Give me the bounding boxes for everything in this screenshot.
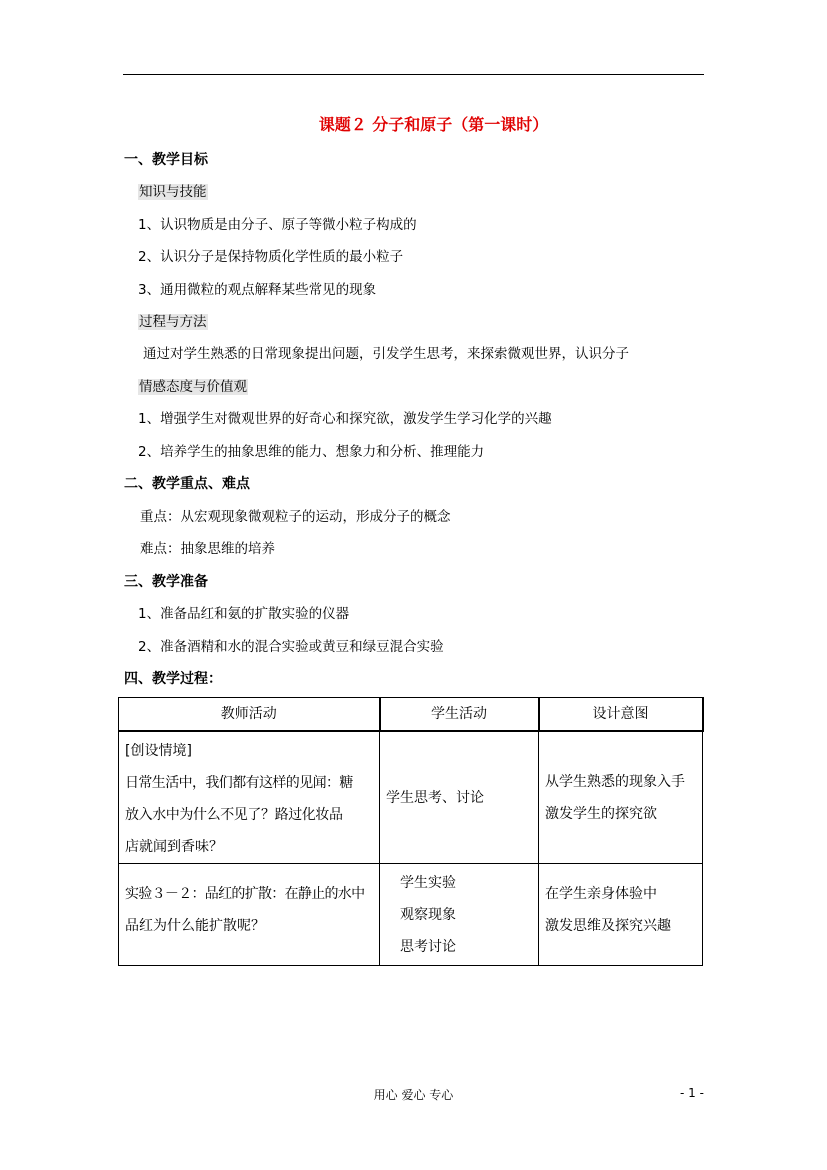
teacher-activity-cell — [119, 731, 380, 864]
difficult-point: 难点：抽象思维的培养 — [140, 541, 275, 557]
subheading-process: 过程与方法 — [139, 314, 207, 330]
section-4-heading: 四、教学过程： — [124, 671, 222, 687]
subheading-attitude: 情感态度与价值观 — [139, 379, 247, 395]
table-row — [119, 864, 703, 966]
header-design-intent: 设计意图 — [539, 698, 703, 732]
section-3-heading: 三、教学准备 — [124, 574, 208, 590]
cell-line: 学生思考、讨论 — [386, 789, 484, 806]
cell-line: 观察现象 — [400, 906, 456, 923]
process-paragraph: 通过对学生熟悉的日常现象提出问题，引发学生思考，来探索微观世界，认识分子 — [143, 346, 629, 362]
objective-item: 2、认识分子是保持物质化学性质的最小粒子 — [138, 249, 404, 265]
cell-line: 学生实验 — [400, 874, 456, 891]
preparation-item: 1、准备品红和氨的扩散实验的仪器 — [138, 606, 350, 622]
cell-line: [创设情境] — [125, 743, 192, 759]
preparation-item: 2、准备酒精和水的混合实验或黄豆和绿豆混合实验 — [138, 639, 444, 655]
section-2-heading: 二、教学重点、难点 — [124, 476, 250, 492]
subheading-knowledge: 知识与技能 — [139, 184, 207, 200]
objective-item: 1、认识物质是由分子、原子等微小粒子构成的 — [138, 217, 417, 233]
header-teacher-activity: 教师活动 — [119, 698, 380, 732]
table-header-row — [119, 698, 703, 732]
footer-motto: 用心 爱心 专心 — [373, 1088, 454, 1102]
student-activity-cell — [380, 864, 539, 966]
page-number: - 1 - — [680, 1086, 704, 1100]
cell-line: 品红为什么能扩散呢？ — [125, 918, 265, 934]
design-intent-cell — [539, 731, 703, 864]
student-activity-cell — [380, 731, 539, 864]
cell-line: 激发思维及探究兴趣 — [545, 918, 671, 934]
objective-item: 3、通用微粒的观点解释某些常见的现象 — [138, 282, 377, 298]
section-1-heading: 一、教学目标 — [124, 152, 208, 168]
cell-line: 店就闻到香味？ — [125, 839, 223, 855]
teaching-process-table — [118, 697, 704, 966]
cell-line: 从学生熟悉的现象入手 — [545, 773, 685, 790]
cell-line: 在学生亲身体验中 — [545, 886, 657, 902]
header-rule — [123, 74, 704, 75]
header-student-activity: 学生活动 — [380, 698, 539, 732]
cell-line: 放入水中为什么不见了？路过化妆品 — [125, 807, 343, 823]
cell-line: 激发学生的探究欲 — [545, 805, 657, 822]
attitude-item: 1、增强学生对微观世界的好奇心和探究欲，激发学生学习化学的兴趣 — [138, 411, 552, 427]
key-point: 重点：从宏观现象微观粒子的运动，形成分子的概念 — [140, 509, 451, 525]
cell-line: 日常生活中，我们都有这样的见闻：糖 — [125, 775, 353, 791]
table-row — [119, 731, 703, 864]
attitude-item: 2、培养学生的抽象思维的能力、想象力和分析、推理能力 — [138, 444, 485, 460]
design-intent-cell — [539, 864, 703, 966]
cell-line: 思考讨论 — [400, 938, 456, 955]
lesson-title: 课题２ 分子和原子（第一课时） — [318, 115, 549, 134]
teacher-activity-cell — [119, 864, 380, 966]
cell-line: 实验３－２：品红的扩散：在静止的水中 — [125, 886, 365, 902]
